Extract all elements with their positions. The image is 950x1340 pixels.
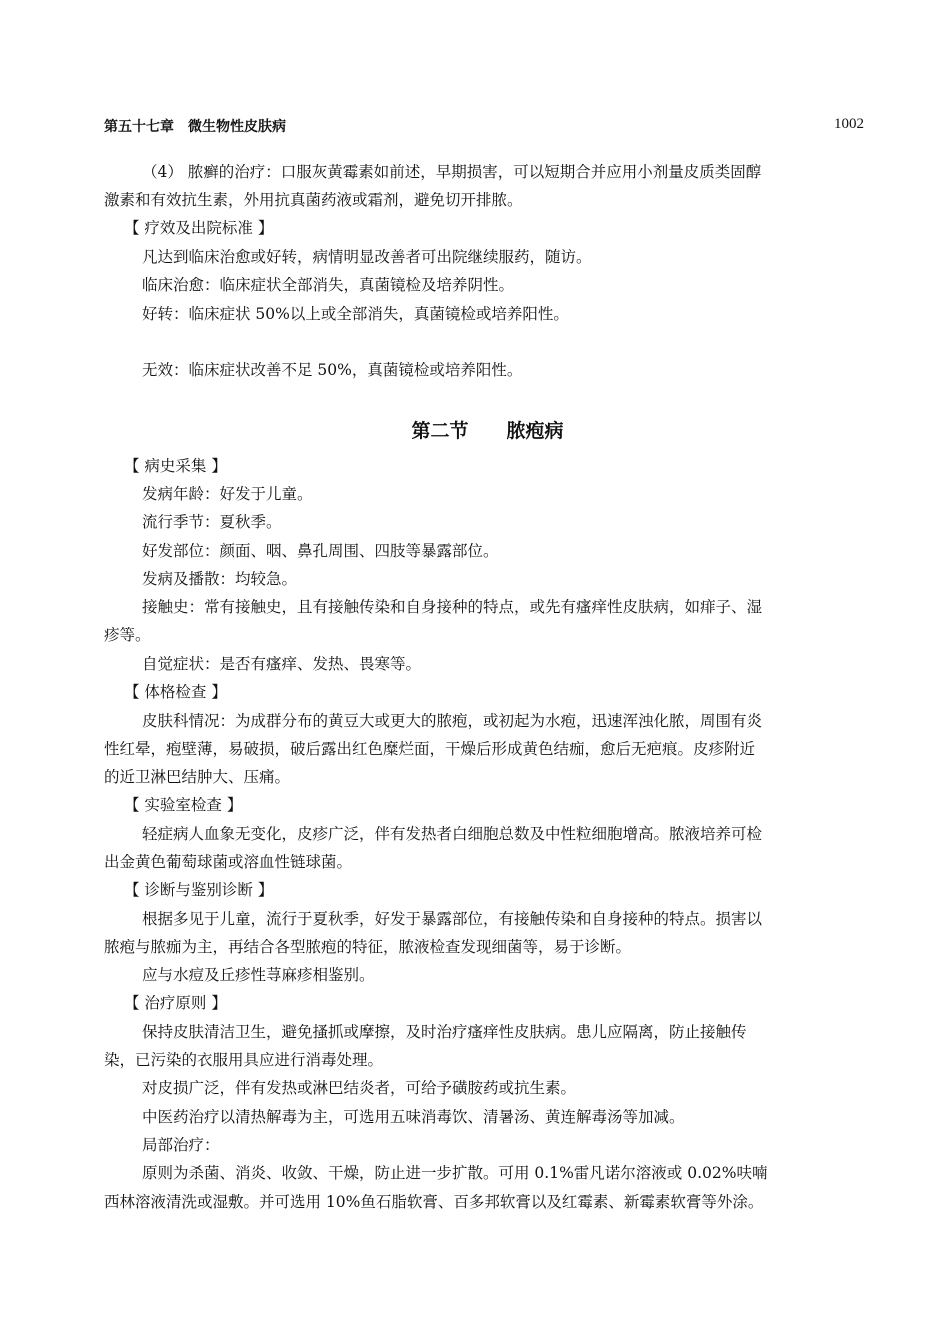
paragraph-line: 自觉症状：是否有瘙痒、发热、畏寒等。 bbox=[142, 655, 422, 673]
paragraph-line: 发病年龄：好发于儿童。 bbox=[142, 485, 313, 503]
paragraph-line: 局部治疗： bbox=[142, 1136, 220, 1154]
paragraph-line: 流行季节：夏秋季。 bbox=[142, 513, 282, 531]
paragraph-line: 的近卫淋巴结肿大、压痛。 bbox=[104, 768, 291, 786]
paragraph-line: 对皮损广泛，伴有发热或淋巴结炎者，可给予磺胺药或抗生素。 bbox=[142, 1079, 577, 1097]
paragraph-line: 无效：临床症状改善不足 50%，真菌镜检或培养阳性。 bbox=[142, 361, 523, 379]
paragraph-line: 脓疱与脓痂为主，再结合各型脓疱的特征，脓液检查发现细菌等，易于诊断。 bbox=[104, 938, 632, 956]
section-heading-outcome: 【 疗效及出院标准 】 bbox=[124, 219, 274, 237]
paragraph-line: 中医药治疗以清热解毒为主，可选用五味消毒饮、清暑汤、黄连解毒汤等加减。 bbox=[142, 1108, 685, 1126]
paragraph-line: 性红晕，疱壁薄，易破损，破后露出红色糜烂面，干燥后形成黄色结痂，愈后无疤痕。皮疹附近 bbox=[104, 740, 756, 758]
paragraph-line: 激素和有效抗生素，外用抗真菌药液或霜剂，避免切开排脓。 bbox=[104, 191, 523, 209]
paragraph-line: 凡达到临床治愈或好转，病情明显改善者可出院继续服药，随访。 bbox=[142, 248, 592, 266]
page-number: 1002 bbox=[834, 116, 864, 132]
paragraph-line: 西林溶液清洗或湿敷。并可选用 10%鱼石脂软膏、百多邦软膏以及红霉素、新霉素软膏等外涂。 bbox=[104, 1193, 764, 1211]
paragraph-line: 根据多见于儿童，流行于夏秋季，好发于暴露部位，有接触传染和自身接种的特点。损害以 bbox=[142, 910, 763, 928]
paragraph-line: 皮肤科情况：为成群分布的黄豆大或更大的脓疱，或初起为水疱，迅速浑浊化脓，周围有炎 bbox=[142, 712, 763, 730]
paragraph-line: 临床治愈：临床症状全部消失，真菌镜检及培养阴性。 bbox=[142, 276, 515, 294]
paragraph-line: 原则为杀菌、消炎、收敛、干燥，防止进一步扩散。可用 0.1%雷凡诺尔溶液或 0.02%呋喃 bbox=[142, 1164, 768, 1182]
section-heading-history: 【 病史采集 】 bbox=[124, 457, 227, 475]
paragraph-line: 接触史：常有接触史，且有接触传染和自身接种的特点，或先有瘙痒性皮肤病，如痱子、湿 bbox=[142, 598, 763, 616]
paragraph-line: 疹等。 bbox=[104, 626, 151, 644]
section-heading-lab: 【 实验室检查 】 bbox=[124, 796, 243, 814]
section-heading-diagnosis: 【 诊断与鉴别诊断 】 bbox=[124, 881, 274, 899]
paragraph-line: 出金黄色葡萄球菌或溶血性链球菌。 bbox=[104, 853, 353, 871]
paragraph-line: 保持皮肤清洁卫生，避免搔抓或摩擦，及时治疗瘙痒性皮肤病。患儿应隔离，防止接触传 bbox=[142, 1023, 747, 1041]
paragraph-line: 染，已污染的衣服用具应进行消毒处理。 bbox=[104, 1051, 384, 1069]
paragraph-line: 轻症病人血象无变化，皮疹广泛，伴有发热者白细胞总数及中性粒细胞增高。脓液培养可检 bbox=[142, 825, 763, 843]
section-heading-exam: 【 体格检查 】 bbox=[124, 683, 227, 701]
section-heading-treatment: 【 治疗原则 】 bbox=[124, 994, 227, 1012]
paragraph-line: 应与水痘及丘疹性荨麻疹相鉴别。 bbox=[142, 966, 375, 984]
page-header bbox=[104, 116, 864, 140]
paragraph-line: 发病及播散：均较急。 bbox=[142, 570, 298, 588]
chapter-title: 第五十七章 微生物性皮肤病 bbox=[104, 119, 286, 135]
section-title: 第二节 脓疱病 bbox=[411, 420, 564, 442]
paragraph-line: 好发部位：颜面、咽、鼻孔周围、四肢等暴露部位。 bbox=[142, 542, 499, 560]
paragraph-line: （4） 脓癣的治疗：口服灰黄霉素如前述，早期损害，可以短期合并应用小剂量皮质类固醇 bbox=[142, 163, 762, 181]
paragraph-line: 好转：临床症状 50%以上或全部消失，真菌镜检或培养阳性。 bbox=[142, 305, 569, 323]
